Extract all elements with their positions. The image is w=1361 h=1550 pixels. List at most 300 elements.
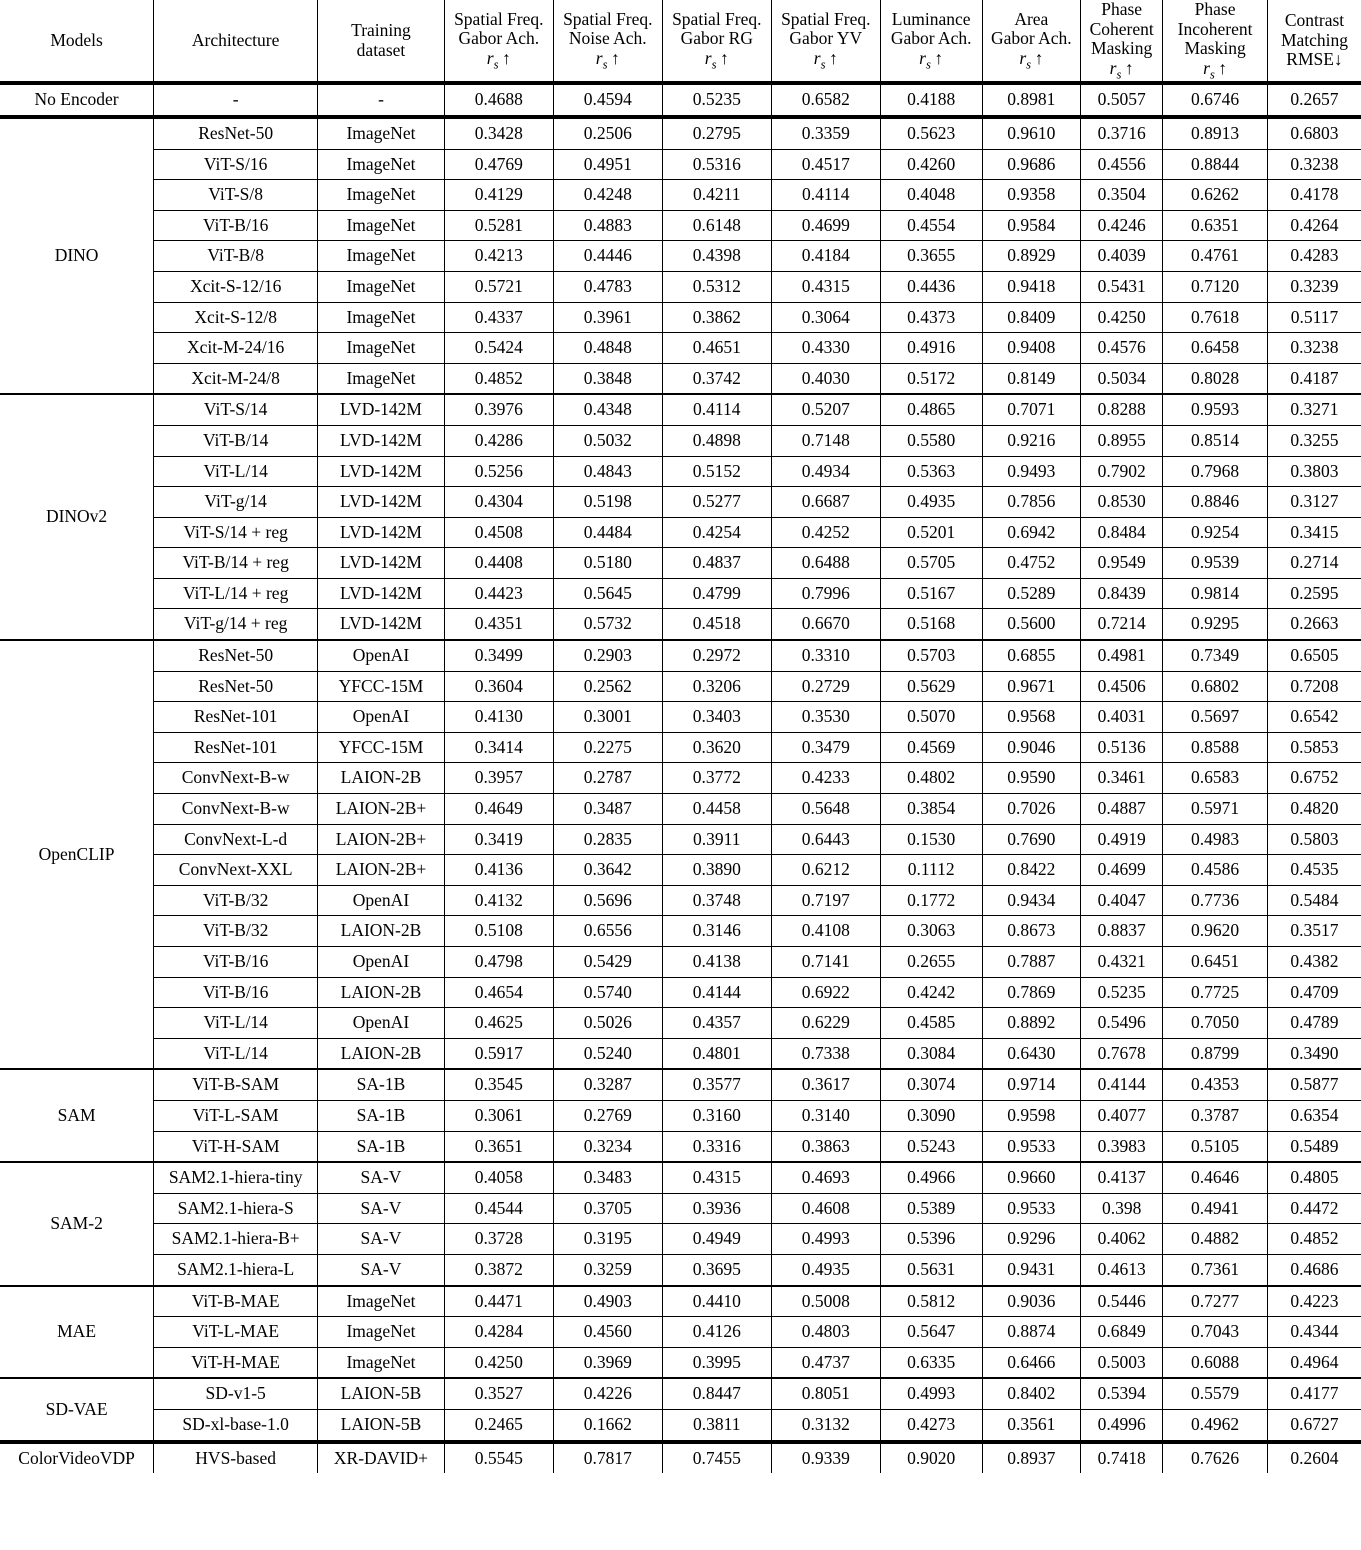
cell-metric-1: 0.3961 — [553, 302, 662, 333]
cell-metric-6: 0.5057 — [1081, 83, 1163, 117]
cell-metric-1: 0.4783 — [553, 271, 662, 302]
cell-metric-7: 0.4646 — [1163, 1162, 1268, 1193]
cell-metric-8: 0.6542 — [1267, 702, 1361, 733]
cell-metric-5: 0.9046 — [982, 732, 1081, 763]
cell-training-dataset: YFCC-15M — [318, 732, 445, 763]
cell-metric-7: 0.6802 — [1163, 671, 1268, 702]
cell-metric-5: 0.8937 — [982, 1442, 1081, 1474]
cell-metric-4: 0.4585 — [880, 1008, 982, 1039]
cell-metric-1: 0.1662 — [553, 1409, 662, 1441]
cell-metric-0: 0.4654 — [444, 977, 553, 1008]
cell-metric-8: 0.5803 — [1267, 824, 1361, 855]
cell-training-dataset: LVD-142M — [318, 425, 445, 456]
cell-metric-7: 0.4353 — [1163, 1069, 1268, 1100]
cell-metric-5: 0.3561 — [982, 1409, 1081, 1441]
cell-metric-2: 0.3862 — [662, 302, 771, 333]
cell-training-dataset: ImageNet — [318, 333, 445, 364]
cell-metric-6: 0.4981 — [1081, 640, 1163, 671]
cell-metric-3: 0.5648 — [771, 794, 880, 825]
cell-metric-0: 0.3976 — [444, 394, 553, 425]
cell-training-dataset: SA-V — [318, 1254, 445, 1285]
cell-metric-2: 0.5312 — [662, 271, 771, 302]
column-header-models — [0, 0, 154, 83]
group-label-colorvideovdp: ColorVideoVDP — [0, 1442, 154, 1474]
cell-training-dataset: LAION-2B+ — [318, 855, 445, 886]
cell-architecture: Xcit-M-24/8 — [154, 363, 318, 394]
table-row — [0, 363, 1361, 394]
cell-metric-2: 0.2972 — [662, 640, 771, 671]
cell-metric-0: 0.4769 — [444, 149, 553, 180]
cell-metric-1: 0.5732 — [553, 609, 662, 640]
metric-rs-higher-better: $r_s$ ↑ — [595, 47, 620, 72]
cell-metric-5: 0.9418 — [982, 271, 1081, 302]
cell-architecture: ViT-B/14 — [154, 425, 318, 456]
cell-metric-3: 0.4108 — [771, 916, 880, 947]
cell-training-dataset: OpenAI — [318, 947, 445, 978]
cell-metric-4: 0.6335 — [880, 1347, 982, 1378]
cell-metric-6: 0.5446 — [1081, 1286, 1163, 1317]
cell-architecture: ViT-B/16 — [154, 947, 318, 978]
cell-metric-1: 0.2769 — [553, 1100, 662, 1131]
table-body — [0, 83, 1361, 1473]
group-label-dino: DINO — [0, 117, 154, 394]
cell-metric-0: 0.3604 — [444, 671, 553, 702]
cell-architecture: SAM2.1-hiera-tiny — [154, 1162, 318, 1193]
cell-metric-5: 0.8892 — [982, 1008, 1081, 1039]
cell-architecture: Xcit-S-12/8 — [154, 302, 318, 333]
table-row — [0, 456, 1361, 487]
cell-training-dataset: ImageNet — [318, 241, 445, 272]
cell-metric-1: 0.4446 — [553, 241, 662, 272]
cell-metric-6: 0.5431 — [1081, 271, 1163, 302]
cell-metric-1: 0.2903 — [553, 640, 662, 671]
cell-metric-1: 0.4903 — [553, 1286, 662, 1317]
cell-metric-5: 0.5289 — [982, 578, 1081, 609]
cell-metric-1: 0.2835 — [553, 824, 662, 855]
cell-metric-2: 0.3811 — [662, 1409, 771, 1441]
cell-metric-6: 0.4996 — [1081, 1409, 1163, 1441]
cell-metric-6: 0.4556 — [1081, 149, 1163, 180]
cell-metric-8: 0.4223 — [1267, 1286, 1361, 1317]
cell-metric-2: 0.3206 — [662, 671, 771, 702]
cell-training-dataset: SA-V — [318, 1193, 445, 1224]
cell-metric-3: 0.4517 — [771, 149, 880, 180]
column-header-architecture — [154, 0, 318, 83]
cell-architecture: ViT-S/14 — [154, 394, 318, 425]
cell-metric-8: 0.4178 — [1267, 180, 1361, 211]
table-row — [0, 977, 1361, 1008]
cell-metric-2: 0.5152 — [662, 456, 771, 487]
cell-metric-5: 0.9584 — [982, 210, 1081, 241]
cell-metric-4: 0.5389 — [880, 1193, 982, 1224]
cell-metric-3: 0.3064 — [771, 302, 880, 333]
cell-metric-3: 0.4699 — [771, 210, 880, 241]
cell-metric-2: 0.4398 — [662, 241, 771, 272]
cell-metric-7: 0.7349 — [1163, 640, 1268, 671]
cell-metric-4: 0.4865 — [880, 394, 982, 425]
header-line: Phase — [1101, 0, 1143, 19]
cell-metric-6: 0.4062 — [1081, 1224, 1163, 1255]
table-row — [0, 1286, 1361, 1317]
cell-metric-8: 0.4789 — [1267, 1008, 1361, 1039]
header-line: Phase — [1194, 0, 1236, 19]
cell-metric-5: 0.9598 — [982, 1100, 1081, 1131]
cell-training-dataset: LAION-5B — [318, 1409, 445, 1441]
cell-metric-5: 0.8929 — [982, 241, 1081, 272]
cell-metric-3: 0.4030 — [771, 363, 880, 394]
cell-metric-8: 0.4805 — [1267, 1162, 1361, 1193]
table-row — [0, 1409, 1361, 1441]
cell-metric-0: 0.5108 — [444, 916, 553, 947]
table-header — [0, 0, 1361, 83]
cell-metric-0: 0.3728 — [444, 1224, 553, 1255]
cell-metric-0: 0.3957 — [444, 763, 553, 794]
table-row — [0, 1317, 1361, 1348]
cell-metric-0: 0.3872 — [444, 1254, 553, 1285]
cell-training-dataset: ImageNet — [318, 1317, 445, 1348]
table-row — [0, 794, 1361, 825]
cell-metric-4: 0.5363 — [880, 456, 982, 487]
cell-metric-4: 0.3084 — [880, 1038, 982, 1069]
cell-metric-1: 0.3487 — [553, 794, 662, 825]
cell-metric-3: 0.6488 — [771, 548, 880, 579]
cell-metric-7: 0.8588 — [1163, 732, 1268, 763]
cell-metric-0: 0.4351 — [444, 609, 553, 640]
cell-metric-4: 0.5703 — [880, 640, 982, 671]
table-row — [0, 487, 1361, 518]
cell-metric-6: 0.398 — [1081, 1193, 1163, 1224]
cell-training-dataset: LAION-2B — [318, 763, 445, 794]
cell-metric-3: 0.3863 — [771, 1131, 880, 1162]
cell-metric-4: 0.1112 — [880, 855, 982, 886]
cell-metric-2: 0.3316 — [662, 1131, 771, 1162]
cell-metric-6: 0.8484 — [1081, 517, 1163, 548]
cell-metric-2: 0.8447 — [662, 1378, 771, 1409]
header-line: Training — [351, 20, 411, 41]
cell-architecture: ViT-g/14 — [154, 487, 318, 518]
table-row — [0, 1254, 1361, 1285]
table-row — [0, 702, 1361, 733]
cell-metric-7: 0.8844 — [1163, 149, 1268, 180]
header-line: Spatial Freq. — [454, 8, 544, 29]
cell-metric-3: 0.6582 — [771, 83, 880, 117]
column-header-training-dataset — [318, 0, 445, 83]
cell-metric-5: 0.9431 — [982, 1254, 1081, 1285]
cell-architecture: ViT-L/14 — [154, 1008, 318, 1039]
cell-training-dataset: LAION-2B+ — [318, 794, 445, 825]
cell-metric-4: 0.1530 — [880, 824, 982, 855]
table-row — [0, 885, 1361, 916]
table-row — [0, 916, 1361, 947]
cell-metric-2: 0.3146 — [662, 916, 771, 947]
cell-metric-4: 0.5623 — [880, 117, 982, 149]
table-row — [0, 578, 1361, 609]
cell-training-dataset: - — [318, 83, 445, 117]
cell-architecture: ViT-L-MAE — [154, 1317, 318, 1348]
cell-metric-6: 0.4919 — [1081, 824, 1163, 855]
cell-metric-5: 0.4752 — [982, 548, 1081, 579]
cell-metric-7: 0.6458 — [1163, 333, 1268, 364]
cell-metric-7: 0.8028 — [1163, 363, 1268, 394]
cell-metric-8: 0.5877 — [1267, 1069, 1361, 1100]
cell-metric-0: 0.5281 — [444, 210, 553, 241]
cell-metric-1: 0.5696 — [553, 885, 662, 916]
cell-metric-6: 0.5136 — [1081, 732, 1163, 763]
cell-metric-0: 0.4625 — [444, 1008, 553, 1039]
cell-architecture: ViT-g/14 + reg — [154, 609, 318, 640]
cell-metric-2: 0.4837 — [662, 548, 771, 579]
cell-metric-6: 0.4031 — [1081, 702, 1163, 733]
cell-architecture: ResNet-101 — [154, 702, 318, 733]
cell-metric-2: 0.3577 — [662, 1069, 771, 1100]
header-line: Masking — [1184, 38, 1246, 59]
cell-metric-1: 0.3642 — [553, 855, 662, 886]
cell-training-dataset: ImageNet — [318, 271, 445, 302]
header-line: Luminance — [891, 8, 971, 29]
cell-metric-2: 0.3620 — [662, 732, 771, 763]
cell-metric-0: 0.5721 — [444, 271, 553, 302]
table-row — [0, 1347, 1361, 1378]
cell-metric-3: 0.6229 — [771, 1008, 880, 1039]
cell-metric-8: 0.2714 — [1267, 548, 1361, 579]
cell-metric-5: 0.9660 — [982, 1162, 1081, 1193]
cell-metric-0: 0.4649 — [444, 794, 553, 825]
metric-rs-higher-better: $r_s$ ↑ — [1203, 57, 1228, 82]
cell-metric-5: 0.8673 — [982, 916, 1081, 947]
header-line: Area — [1014, 8, 1049, 29]
cell-metric-7: 0.5105 — [1163, 1131, 1268, 1162]
cell-metric-0: 0.3428 — [444, 117, 553, 149]
cell-metric-2: 0.3403 — [662, 702, 771, 733]
cell-metric-7: 0.4761 — [1163, 241, 1268, 272]
cell-metric-6: 0.5235 — [1081, 977, 1163, 1008]
table-row — [0, 1224, 1361, 1255]
table-row — [0, 117, 1361, 149]
cell-architecture: ViT-B-SAM — [154, 1069, 318, 1100]
cell-metric-7: 0.4983 — [1163, 824, 1268, 855]
cell-metric-4: 0.2655 — [880, 947, 982, 978]
cell-metric-1: 0.4594 — [553, 83, 662, 117]
cell-metric-0: 0.5917 — [444, 1038, 553, 1069]
cell-metric-7: 0.7626 — [1163, 1442, 1268, 1474]
cell-metric-0: 0.4423 — [444, 578, 553, 609]
cell-metric-1: 0.3969 — [553, 1347, 662, 1378]
column-header-spatial-freq-gabor-yv — [771, 0, 880, 83]
cell-metric-2: 0.4126 — [662, 1317, 771, 1348]
cell-architecture: SAM2.1-hiera-B+ — [154, 1224, 318, 1255]
cell-architecture: HVS-based — [154, 1442, 318, 1474]
table-row — [0, 947, 1361, 978]
cell-metric-0: 0.4213 — [444, 241, 553, 272]
cell-metric-3: 0.7148 — [771, 425, 880, 456]
cell-metric-3: 0.3617 — [771, 1069, 880, 1100]
header-line: Gabor Ach. — [890, 28, 972, 49]
cell-metric-8: 0.6505 — [1267, 640, 1361, 671]
cell-metric-7: 0.8514 — [1163, 425, 1268, 456]
metric-rs-higher-better: $r_s$ ↑ — [813, 47, 838, 72]
header-line: Masking — [1091, 38, 1153, 59]
cell-training-dataset: OpenAI — [318, 885, 445, 916]
cell-metric-1: 0.3705 — [553, 1193, 662, 1224]
cell-metric-2: 0.3748 — [662, 885, 771, 916]
cell-metric-8: 0.6727 — [1267, 1409, 1361, 1441]
cell-architecture: ViT-H-MAE — [154, 1347, 318, 1378]
cell-metric-5: 0.7071 — [982, 394, 1081, 425]
table-row — [0, 671, 1361, 702]
cell-metric-5: 0.6430 — [982, 1038, 1081, 1069]
cell-metric-1: 0.3001 — [553, 702, 662, 733]
cell-metric-6: 0.7214 — [1081, 609, 1163, 640]
cell-metric-0: 0.5256 — [444, 456, 553, 487]
cell-metric-3: 0.4114 — [771, 180, 880, 211]
cell-metric-3: 0.4993 — [771, 1224, 880, 1255]
group-label-sam: SAM — [0, 1069, 154, 1162]
header-line: Gabor Ach. — [458, 28, 540, 49]
cell-training-dataset: LVD-142M — [318, 456, 445, 487]
cell-metric-5: 0.9533 — [982, 1193, 1081, 1224]
cell-metric-5: 0.9408 — [982, 333, 1081, 364]
cell-metric-3: 0.4233 — [771, 763, 880, 794]
column-header-phase-coherent-masking — [1081, 0, 1163, 83]
cell-metric-0: 0.4688 — [444, 83, 553, 117]
cell-metric-4: 0.5396 — [880, 1224, 982, 1255]
cell-metric-5: 0.9493 — [982, 456, 1081, 487]
cell-metric-5: 0.8981 — [982, 83, 1081, 117]
cell-architecture: ViT-L/14 + reg — [154, 578, 318, 609]
cell-metric-2: 0.4211 — [662, 180, 771, 211]
cell-metric-3: 0.8051 — [771, 1378, 880, 1409]
header-line: Spatial Freq. — [781, 8, 871, 29]
cell-metric-6: 0.4250 — [1081, 302, 1163, 333]
cell-metric-0: 0.3527 — [444, 1378, 553, 1409]
cell-metric-5: 0.9610 — [982, 117, 1081, 149]
cell-metric-2: 0.2795 — [662, 117, 771, 149]
header-line: Spatial Freq. — [672, 8, 762, 29]
cell-metric-8: 0.3803 — [1267, 456, 1361, 487]
group-label-sd-vae: SD-VAE — [0, 1378, 154, 1441]
cell-metric-5: 0.6855 — [982, 640, 1081, 671]
cell-metric-6: 0.4576 — [1081, 333, 1163, 364]
cell-metric-5: 0.7869 — [982, 977, 1081, 1008]
cell-metric-6: 0.3461 — [1081, 763, 1163, 794]
cell-metric-3: 0.4252 — [771, 517, 880, 548]
cell-architecture: ViT-L/14 — [154, 1038, 318, 1069]
cell-metric-8: 0.5117 — [1267, 302, 1361, 333]
cell-metric-4: 0.5201 — [880, 517, 982, 548]
cell-training-dataset: OpenAI — [318, 640, 445, 671]
cell-training-dataset: LVD-142M — [318, 578, 445, 609]
cell-metric-5: 0.8409 — [982, 302, 1081, 333]
cell-metric-7: 0.7277 — [1163, 1286, 1268, 1317]
cell-metric-8: 0.6354 — [1267, 1100, 1361, 1131]
cell-metric-7: 0.6351 — [1163, 210, 1268, 241]
cell-metric-2: 0.4410 — [662, 1286, 771, 1317]
cell-metric-3: 0.4934 — [771, 456, 880, 487]
cell-metric-8: 0.3415 — [1267, 517, 1361, 548]
cell-metric-0: 0.4132 — [444, 885, 553, 916]
cell-metric-6: 0.5003 — [1081, 1347, 1163, 1378]
cell-metric-6: 0.4321 — [1081, 947, 1163, 978]
cell-metric-0: 0.4058 — [444, 1162, 553, 1193]
cell-metric-1: 0.4843 — [553, 456, 662, 487]
cell-metric-6: 0.4506 — [1081, 671, 1163, 702]
group-label-openclip: OpenCLIP — [0, 640, 154, 1069]
cell-training-dataset: LVD-142M — [318, 548, 445, 579]
cell-metric-4: 0.5631 — [880, 1254, 982, 1285]
cell-metric-7: 0.8913 — [1163, 117, 1268, 149]
cell-metric-5: 0.7856 — [982, 487, 1081, 518]
cell-metric-3: 0.6922 — [771, 977, 880, 1008]
cell-metric-0: 0.4408 — [444, 548, 553, 579]
table-row — [0, 394, 1361, 425]
cell-metric-4: 0.4048 — [880, 180, 982, 211]
cell-training-dataset: SA-V — [318, 1224, 445, 1255]
cell-architecture: ViT-B/8 — [154, 241, 318, 272]
table-row — [0, 83, 1361, 117]
cell-metric-0: 0.5545 — [444, 1442, 553, 1474]
cell-metric-5: 0.7887 — [982, 947, 1081, 978]
cell-architecture: ViT-S/16 — [154, 149, 318, 180]
cell-metric-7: 0.7043 — [1163, 1317, 1268, 1348]
cell-metric-3: 0.3310 — [771, 640, 880, 671]
cell-metric-5: 0.9434 — [982, 885, 1081, 916]
cell-metric-8: 0.4820 — [1267, 794, 1361, 825]
table-row — [0, 640, 1361, 671]
cell-metric-0: 0.2465 — [444, 1409, 553, 1441]
table-row — [0, 824, 1361, 855]
cell-metric-3: 0.2729 — [771, 671, 880, 702]
group-label-mae: MAE — [0, 1286, 154, 1379]
cell-metric-8: 0.3255 — [1267, 425, 1361, 456]
cell-architecture: ViT-L-SAM — [154, 1100, 318, 1131]
cell-metric-2: 0.4799 — [662, 578, 771, 609]
cell-architecture: ViT-B/32 — [154, 885, 318, 916]
cell-architecture: SD-v1-5 — [154, 1378, 318, 1409]
cell-metric-2: 0.5235 — [662, 83, 771, 117]
cell-metric-6: 0.4047 — [1081, 885, 1163, 916]
cell-metric-2: 0.3911 — [662, 824, 771, 855]
cell-metric-3: 0.4315 — [771, 271, 880, 302]
cell-metric-7: 0.4882 — [1163, 1224, 1268, 1255]
cell-metric-8: 0.2657 — [1267, 83, 1361, 117]
cell-metric-2: 0.4458 — [662, 794, 771, 825]
cell-metric-4: 0.4373 — [880, 302, 982, 333]
cell-metric-8: 0.3127 — [1267, 487, 1361, 518]
cell-architecture: ConvNext-B-w — [154, 794, 318, 825]
cell-metric-3: 0.4184 — [771, 241, 880, 272]
cell-metric-8: 0.2595 — [1267, 578, 1361, 609]
cell-metric-5: 0.9358 — [982, 180, 1081, 211]
cell-metric-0: 0.4471 — [444, 1286, 553, 1317]
cell-metric-0: 0.5424 — [444, 333, 553, 364]
header-line: Incoherent — [1177, 18, 1253, 39]
cell-training-dataset: XR-DAVID+ — [318, 1442, 445, 1474]
cell-training-dataset: SA-1B — [318, 1100, 445, 1131]
column-header-contrast-matching-rmse — [1267, 0, 1361, 83]
cell-metric-3: 0.7338 — [771, 1038, 880, 1069]
cell-metric-1: 0.6556 — [553, 916, 662, 947]
cell-architecture: ViT-B/16 — [154, 977, 318, 1008]
cell-metric-6: 0.7902 — [1081, 456, 1163, 487]
cell-metric-5: 0.9036 — [982, 1286, 1081, 1317]
cell-metric-7: 0.3787 — [1163, 1100, 1268, 1131]
cell-metric-4: 0.5167 — [880, 578, 982, 609]
cell-training-dataset: LVD-142M — [318, 394, 445, 425]
cell-metric-0: 0.4337 — [444, 302, 553, 333]
cell-metric-2: 0.5277 — [662, 487, 771, 518]
cell-metric-6: 0.8837 — [1081, 916, 1163, 947]
table-row — [0, 1131, 1361, 1162]
